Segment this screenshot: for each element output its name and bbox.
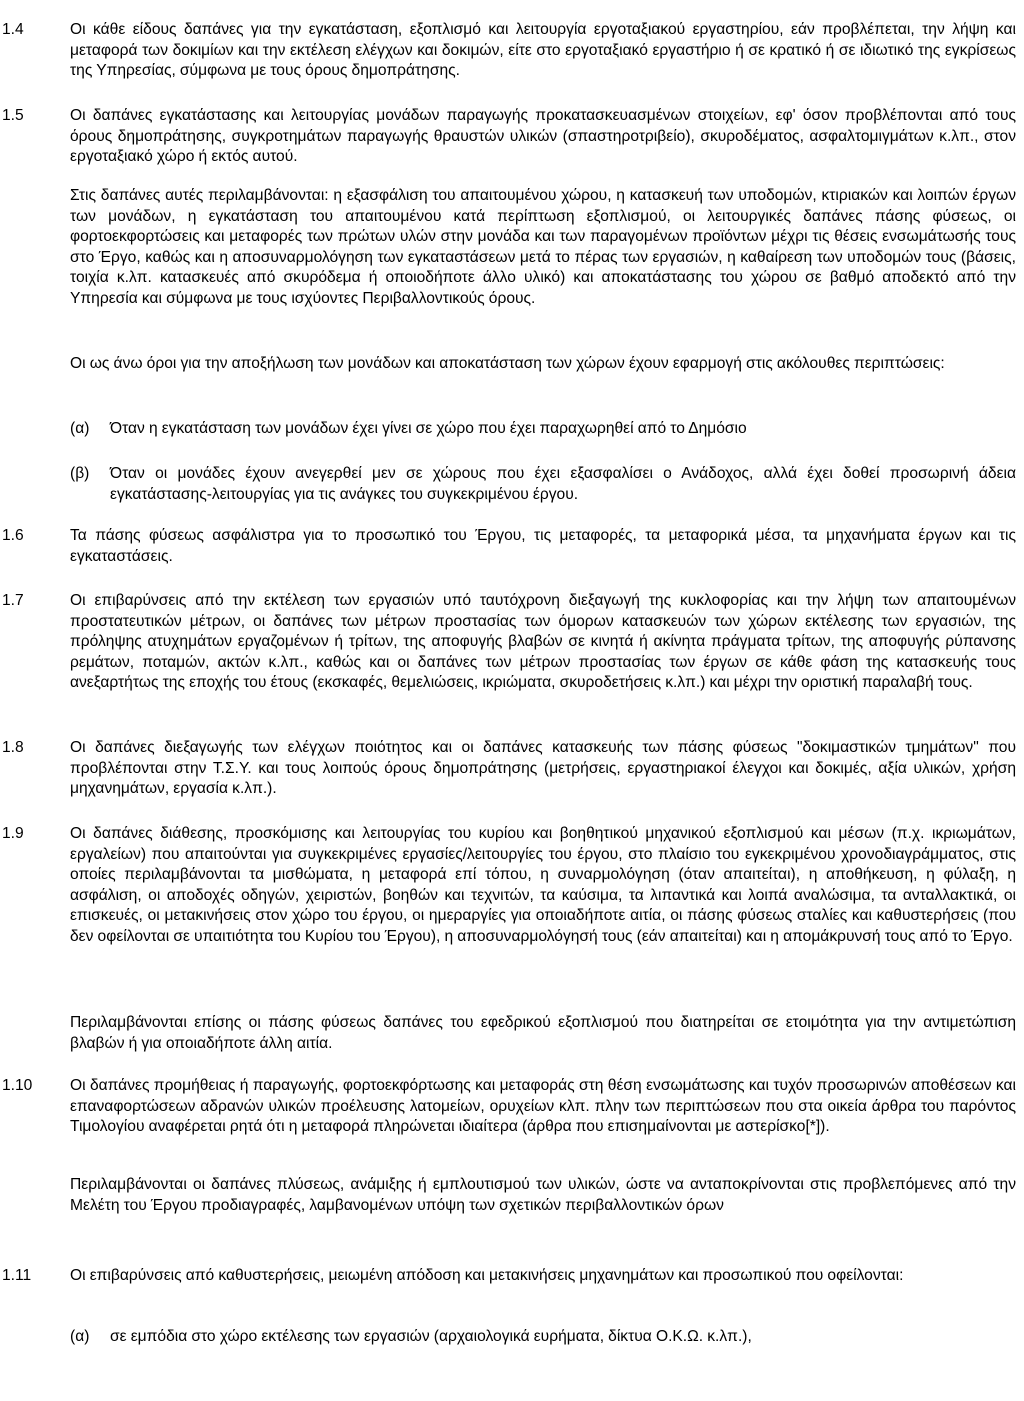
section-paragraph: Οι ως άνω όροι για την αποξήλωση των μονάδων και αποκατάσταση των χώρων έχουν εφαρμογή στις ακόλουθες περιπτώσεις: [70,355,945,372]
section-number: 1.10 [2,1077,33,1094]
section-paragraph: Οι επιβαρύνσεις από την εκτέλεση των εργασιών υπό ταυτόχρονη διεξαγωγή της κυκλοφορίας και την λήψη των απαιτουμένων προστατευτικών μέτρων, οι δαπάνες των μέτρων προστασίας των όμορων κατασκευών των χώρων εκτέλεσης των εργασιών, της πρόληψης ατυχημάτων εργαζομένων ή τρίτων, της αποφυγής βλαβών σε κινητά ή ακίνητα πράγματα τρίτων, της αποφυγής ρύπανσης ρεμάτων, ποταμών, ακτών κ.λπ., καθώς και οι δαπάνες των μέτρων προστασίας των έργων σε κάθε φάση της κατασκευής τους ανεξαρτήτως της εποχής του έτους (εκσκαφές, θεμελιώσεις, ικριώματα, σκυροδετήσεις κ.λπ.) και μέχρι την οριστική παραλαβή τους. [70,592,1016,692]
section-number: 1.5 [2,107,24,124]
section-number: 1.8 [2,739,24,756]
section-number: 1.11 [2,1267,32,1284]
section-number: 1.6 [2,527,24,544]
list-item-text: Όταν οι μονάδες έχουν ανεγερθεί μεν σε χώρους που έχει εξασφαλίσει ο Ανάδοχος, αλλά έχει δοθεί προσωρινή άδεια εγκατάστασης-λειτουργίας για τις ανάγκες του συγκεκριμένου έργου. [110,465,1016,503]
section-number: 1.9 [2,825,24,842]
section-paragraph: Στις δαπάνες αυτές περιλαμβάνονται: η εξασφάλιση του απαιτουμένου χώρου, η κατασκευή των υποδομών, κτιριακών και λοιπών έργων των μονάδων, η εγκατάσταση του απαιτουμένου κατά περίπτωση εξοπλισμού, οι λειτουργικές δαπάνες πάσης φύσεως, οι φορτοεκφορτώσεις και μεταφορές των πρώτων υλών στην μονάδα και των παραγομένων προϊόντων μέχρι τις θέσεις ενσωμάτωσής τους στο Έργο, καθώς και η αποσυναρμολόγηση των εγκαταστάσεων μετά το πέρας των εργασιών, η καθαίρεση των υποδομών τους (βάσεις, τοιχία κ.λπ. κατασκευές από σκυρόδεμα ή οποιοδήποτε άλλο υλικό) και αποκατάστασης του χώρου σε βαθμό αποδεκτό από την Υπηρεσία και σύμφωνα με τους ισχύοντες Περιβαλλοντικούς όρους. [70,187,1016,307]
section-paragraph: Οι δαπάνες διάθεσης, προσκόμισης και λειτουργίας του κυρίου και βοηθητικού μηχανικού εξοπλισμού και μέσων (π.χ. ικριωμάτων, εργαλείων) που απαιτούνται για συγκεκριμένες εργασίες/λειτουργίες του έργου, στο πλαίσιο του εγκεκριμένου χρονοδιαγράμματος, στις οποίες περιλαμβάνονται τα μισθώματα, η μεταφορά επί τόπου, η συναρμολόγηση (όταν απαιτείται), η αποθήκευση, η φύλαξη, η ασφάλιση, οι αποδοχές οδηγών, χειριστών, βοηθών και τεχνιτών, τα καύσιμα, τα λιπαντικά και λοιπά αναλώσιμα, τα ανταλλακτικά, οι επισκευές, οι μετακινήσεις στον χώρο του έργου, οι ημεραργίες για οποιαδήποτε αιτία, οι πάσης φύσεως σταλίες και καθυστερήσεις (που δεν οφείλονται σε υπαιτιότητα του Κυρίου του Έργου), η αποσυναρμολόγησή τους (εάν απαιτείται) και η απομάκρυνσή τους από το Έργο. [70,825,1016,945]
section-number: 1.7 [2,592,24,609]
section-paragraph: Οι επιβαρύνσεις από καθυστερήσεις, μειωμένη απόδοση και μετακινήσεις μηχανημάτων και προσωπικού που οφείλονται: [70,1267,904,1284]
list-item-label: (β) [70,465,90,482]
section-number: 1.4 [2,21,24,38]
section-paragraph: Περιλαμβάνονται οι δαπάνες πλύσεως, ανάμιξης ή εμπλουτισμού των υλικών, ώστε να ανταποκρίνονται στις προβλεπόμενες από την Μελέτη του Έργου προδιαγραφές, λαμβανομένων υπόψη των σχετικών περιβαλλοντικών όρων [70,1176,1016,1214]
list-item-label: (α) [70,1328,90,1345]
section-paragraph: Οι κάθε είδους δαπάνες για την εγκατάσταση, εξοπλισμό και λειτουργία εργοταξιακού εργαστηρίου, εάν προβλέπεται, την λήψη και μεταφορά των δοκιμίων και την εκτέλεση ελέγχων και δοκιμών, είτε στο εργοταξιακό εργαστήριο ή σε κρατικό ή σε ιδιωτικό της εγκρίσεως της Υπηρεσίας, σύμφωνα με τους όρους δημοπράτησης. [70,21,1016,80]
section-paragraph: Οι δαπάνες διεξαγωγής των ελέγχων ποιότητος και οι δαπάνες κατασκευής των πάσης φύσεως "δοκιμαστικών τμημάτων" που προβλέπονται στην Τ.Σ.Υ. και τους λοιπούς όρους δημοπράτησης (μετρήσεις, εργαστηριακοί έλεγχοι και δοκιμές, αξία υλικών, χρήση μηχανημάτων, εργασία κ.λπ.). [70,739,1016,798]
section-paragraph: Οι δαπάνες εγκατάστασης και λειτουργίας μονάδων παραγωγής προκατασκευασμένων στοιχείων, εφ' όσον προβλέπονται από τους όρους δημοπράτησης, συγκροτημάτων παραγωγής θραυστών υλικών (σπαστηροτριβείο), σκυροδέματος, ασφαλτομιγμάτων κ.λπ., στον εργοταξιακό χώρο ή εκτός αυτού. [70,107,1016,166]
list-item-text: Όταν η εγκατάσταση των μονάδων έχει γίνει σε χώρο που έχει παραχωρηθεί από το Δημόσιο [110,420,747,437]
section-paragraph: Οι δαπάνες προμήθειας ή παραγωγής, φορτοεκφόρτωσης και μεταφοράς στη θέση ενσωμάτωσης και τυχόν προσωρινών αποθέσεων και επαναφορτώσεων αδρανών υλικών προέλευσης λατομείων, ορυχείων κλπ. πλην των περιπτώσεων που στα οικεία άρθρα του παρόντος Τιμολογίου αναφέρεται ρητά ότι η μεταφορά πληρώνεται ιδιαίτερα (άρθρα που επισημαίνονται με αστερίσκο[*]). [70,1077,1016,1136]
list-item-label: (α) [70,420,90,437]
section-paragraph: Περιλαμβάνονται επίσης οι πάσης φύσεως δαπάνες του εφεδρικού εξοπλισμού που διατηρείται σε ετοιμότητα για την αντιμετώπιση βλαβών ή για οποιαδήποτε άλλη αιτία. [70,1014,1016,1052]
section-paragraph: Τα πάσης φύσεως ασφάλιστρα για το προσωπικό του Έργου, τις μεταφορές, τα μεταφορικά μέσα, τα μηχανήματα έργων και τις εγκαταστάσεις. [70,527,1016,565]
list-item-text: σε εμπόδια στο χώρο εκτέλεσης των εργασιών (αρχαιολογικά ευρήματα, δίκτυα Ο.Κ.Ω. κ.λπ.), [110,1328,752,1345]
